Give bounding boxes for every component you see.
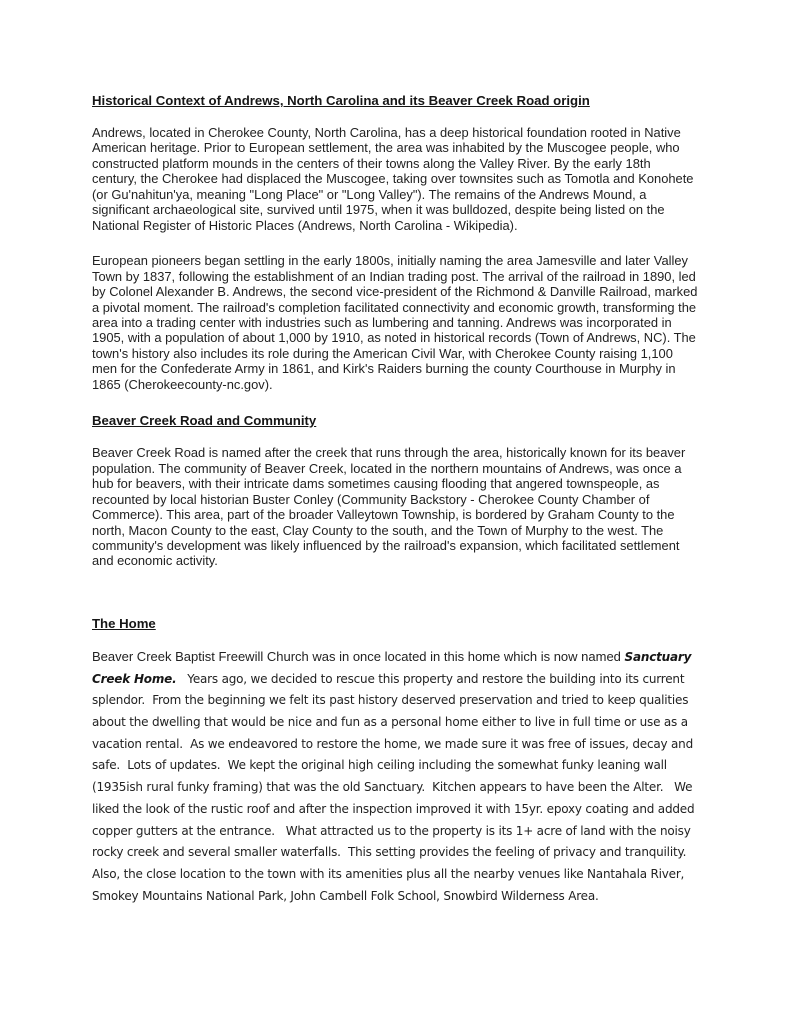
body-paragraph-the-home	[92, 646, 698, 907]
section-heading-historical-context: Historical Context of Andrews, North Carolina and its Beaver Creek Road origin	[92, 93, 590, 108]
home-name-emphasis: Sanctuary Creek Home.	[92, 649, 696, 686]
body-paragraph-beaver-creek-community: Beaver Creek Road is named after the creek that runs through the area, historically known for its beaver population. The community of Beaver Creek, located in the northern mountains of Andrews, was once a hub for beavers, with their intricate dams sometimes causing flooding that angered townspeople, as recounted by local historian Buster Conley (Community Backstory - Cherokee County Chamber of Commerce). This area, part of the broader Valleytown Township, is bordered by Graham County to the north, Macon County to the east, Clay County to the south, and the Town of Murphy to the west. The community's development was likely influenced by the railroad's expansion, which facilitated settlement and economic activity.	[92, 445, 686, 569]
home-body-text: Years ago, we decided to rescue this property and restore the building into its current splendor. From the beginning we felt its past history deserved preservation and tried to keep qualities about the dwelling that would be nice and fun as a personal home either to live in full time or use as a vacation rental. As we endeavored to restore the home, we made sure it was free of issues, decay and safe. Lots of updates. We kept the original high ceiling including the somewhat funky leaning wall (1935ish rural funky framing) that was the old Sanctuary. Kitchen appears to have been the Alter. We liked the look of the rustic roof and after the inspection improved it with 15yr. epoxy coating and added copper gutters at the entrance. What attracted us to the property is its 1+ acre of land with the noisy rocky creek and several smaller waterfalls. This setting provides the feeling of privacy and tranquility. Also, the close location to the town with its amenities plus all the nearby venues like Nantahala River, Smokey Mountains National Park, John Cambell Folk School, Snowbird Wilderness Area.	[92, 671, 698, 903]
body-paragraph-european-pioneers: European pioneers began settling in the early 1800s, initially naming the area Jamesville and later Valley Town by 1837, following the establishment of an Indian trading post. The arrival of the railroad in 1890, led by Colonel Alexander B. Andrews, the second vice-president of the Richmond & Danville Railroad, marked a pivotal moment. The railroad's completion facilitated connectivity and economic growth, transforming the area into a trading center with industries such as lumbering and tanning. Andrews was incorporated in 1905, with a population of about 1,000 by 1910, as noted in historical records (Town of Andrews, NC). The town's history also includes its role during the American Civil War, with Cherokee County raising 1,100 men for the Confederate Army in 1861, and Kirk's Raiders burning the county Courthouse in Murphy in 1865 (Cherokeecounty-nc.gov).	[92, 253, 698, 392]
body-paragraph-andrews-history: Andrews, located in Cherokee County, North Carolina, has a deep historical foundation rooted in Native American heritage. Prior to European settlement, the area was inhabited by the Muscogee people, who constructed platform mounds in the centers of their towns along the Valley River. By the early 18th century, the Cherokee had displaced the Muscogee, taking over townsites such as Tomotla and Konohete (or Gu'nahitun'ya, meaning "Long Place" or "Long Valley"). The remains of the Andrews Mound, a significant archaeological site, survived until 1975, when it was bulldozed, despite being listed on the National Register of Historic Places (Andrews, North Carolina - Wikipedia).	[92, 125, 694, 233]
section-heading-the-home: The Home	[92, 615, 156, 631]
section-heading-beaver-creek-road: Beaver Creek Road and Community	[92, 413, 317, 429]
home-intro-text: Beaver Creek Baptist Freewill Church was in once located in this home which is now named	[92, 648, 625, 664]
